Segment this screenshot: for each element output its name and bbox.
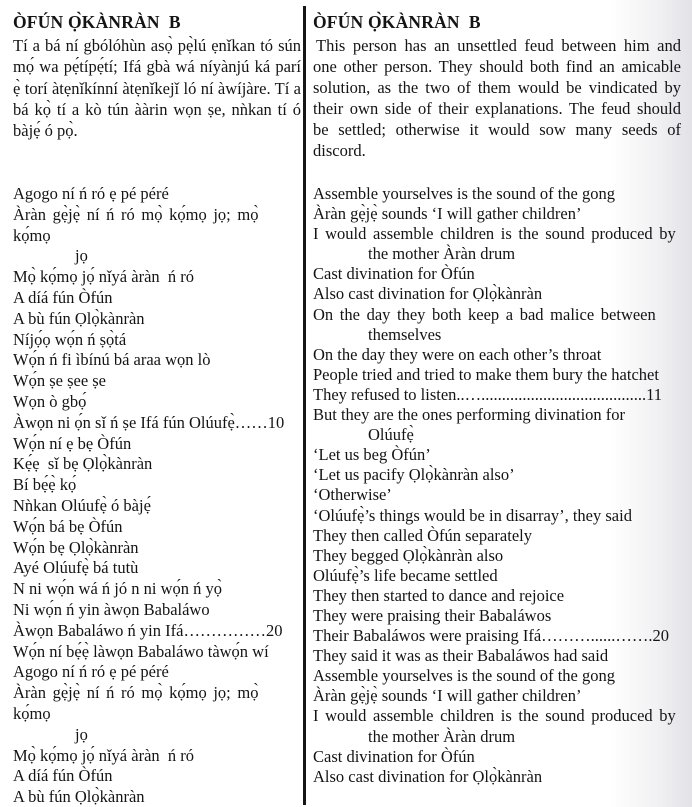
verse-line: Bí bẹ́ẹ̀ kọ́ [13,475,77,495]
verse-line: Also cast divination for Ọlọ̀kànràn [313,284,543,304]
verse-line: Mọ̀ kọ́mọ jọ́ nǐyá àràn ń ró [13,745,195,765]
verse-line: Their Babaláwos were praising Ifá………......…….20 [313,626,670,646]
english-column [313,10,681,807]
verse-line: ‘Let us pacify Ọlọ̀kànràn also’ [313,465,515,485]
verse-line: Wọ́n ní ẹ bẹ Òfún [13,433,132,453]
verse-line: Ayé Olúufẹ̀ bá tutù [13,558,139,578]
verse-line: They said it was as their Babaláwos had said [313,646,609,666]
verse-line: A díá fún Òfún [13,287,113,307]
yoruba-verse [13,184,301,807]
verse-line: They were praising their Babaláwos [313,605,552,625]
yoruba-column [13,10,301,807]
verse-line: A díá fún Òfún [13,766,113,786]
verse-line: Níjọ́ọ wọ́n ń ṣọ̀tá [13,329,127,349]
verse-line: Àràn gẹ̀jẹ̀ ní ń ró mọ̀ kọ́mọ jọ; mọ̀ kọ́mọ [13,204,266,245]
verse-line: N ni wọ́n wá ń jó n ni wọ́n ń yọ̀ [13,579,222,599]
verse-line: Nǹkan Olúufẹ̀ ó bàjẹ́ [13,495,151,515]
verse-line: They refused to listen..…........................................11 [313,384,663,404]
verse-line: I would assemble children is the sound produced by [313,706,676,726]
verse-line: Agogo ní ń ró ẹ pé péré [13,662,169,682]
verse-line: Àwọn ni ọ́n sǐ ń ṣe Ifá fún Olúufẹ̀……10 [13,412,285,432]
verse-line: On the day they both keep a bad malice between [313,304,656,324]
english-heading: ÒFÚN Ọ̀KÀNRÀN B [313,12,481,32]
verse-line: Ni wọ́n ń yin àwọn Babaláwo [13,599,210,619]
verse-line: Àràn gẹ̀jẹ̀ sounds ‘I will gather children’ [313,686,582,706]
verse-line: jọ [75,246,88,266]
verse-line: jọ [75,724,88,744]
verse-line: Mọ̀ kọ́mọ jọ́ nǐyá àràn ń ró [13,267,195,287]
verse-line: Also cast divination for Ọlọ̀kànràn [313,766,543,786]
verse-line: Cast divination for Òfún [313,264,475,284]
verse-line: the mother Àràn drum [368,244,516,264]
verse-line: Wọ́n ń fi ìbínú bá araa wọn lò [13,350,211,370]
verse-line: I would assemble children is the sound produced by [313,224,676,244]
verse-line: Wọ́n bá bẹ Òfún [13,516,123,536]
verse-line: ‘Otherwise’ [313,485,392,505]
verse-line: themselves [368,324,442,344]
verse-line: Cast divination for Òfún [313,746,475,766]
verse-line: They begged Ọlọ̀kànràn also [313,545,504,565]
verse-line: Assemble yourselves is the sound of the gong [313,184,616,203]
english-verse [313,184,681,787]
column-divider [303,6,306,805]
verse-line: They then called Òfún separately [313,525,532,545]
verse-line: Wọ́n ní bẹ́ẹ̀ làwọn Babaláwo tàwọ́n wí [13,641,269,661]
english-intro-paragraph: This person has an unsettled feud between him and one other person. They should both find an amicable solution, as the two of them would be vindicated by their own side of their explanations. The feud should be settled; otherwise it would sow many seeds of discord. [313,36,681,160]
verse-line: But they are the ones performing divination for [313,405,626,425]
verse-line: Àwọn Babaláwo ń yin Ifá……………20 [13,620,283,640]
verse-line: A bù fún Ọlọ̀kànràn [13,308,145,328]
verse-line: Assemble yourselves is the sound of the gong [313,666,616,686]
verse-line: A bù fún Ọlọ̀kànràn [13,787,145,807]
verse-line: Wọ́n ṣe ṣee ṣe [13,371,107,391]
verse-line: Àràn gẹ̀jẹ̀ sounds ‘I will gather children’ [313,204,582,224]
yoruba-intro-paragraph: Tí a bá ní gbólóhùn asọ̀ pẹ̀lú ẹnǐkan tó sún mọ́ wa pẹ́típẹ́tí; Ifá gbà wá níyànjú ká parí ẹ̀ torí àtẹnǐkínní àtẹnǐkejǐ ló ní àwíjàre. Tí a bá kọ̀ tí a kò tún ààrin wọn ṣe, nǹkan tí ó bàjẹ́ ó pọ̀. [13,36,301,141]
verse-line: the mother Àràn drum [368,726,516,746]
yoruba-heading: ÒFÚN Ọ̀KÀNRÀN B [13,12,181,32]
verse-line: ‘Let us beg Òfún’ [313,445,431,465]
verse-line: They then started to dance and rejoice [313,585,565,605]
verse-line: Àràn gẹ̀jẹ̀ ní ń ró mọ̀ kọ́mọ jọ; mọ̀ kọ́mọ [13,683,266,723]
verse-line: Kẹ́ẹ sǐ bẹ Ọlọ̀kànràn [13,454,153,474]
verse-line: On the day they were on each other’s throat [313,344,602,364]
verse-line: People tried and tried to make them bury the hatchet [313,364,659,384]
verse-line: Olúufẹ̀ [368,425,414,445]
verse-line: Wọn ò gbọ́ [13,391,87,411]
verse-line: Wọ́n bẹ Ọlọ̀kànràn [13,537,139,557]
verse-line: ‘Olúufẹ̀’s things would be in disarray’, they said [313,505,632,525]
verse-line: Olúufẹ̀’s life became settled [313,565,498,585]
verse-line: Agogo ní ń ró ẹ pé péré [13,184,169,203]
